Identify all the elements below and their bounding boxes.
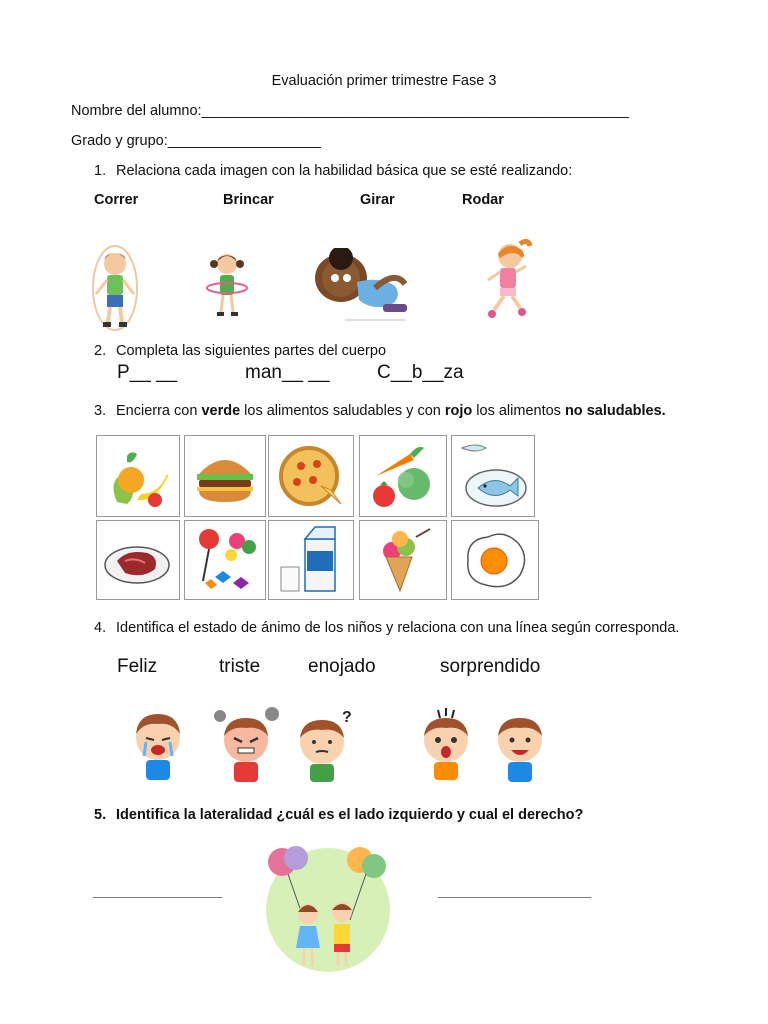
jump-rope-boy-image [88, 240, 143, 332]
svg-text:?: ? [342, 709, 352, 726]
question-number: 3. [94, 403, 107, 419]
question-5 [94, 807, 583, 823]
hula-hoop-girl-image [205, 250, 249, 322]
crying-boy-image [130, 710, 186, 786]
angry-boy-image [210, 706, 282, 786]
question-text: Identifica el estado de ánimo de los niños y relaciona con una línea según corresponda. [116, 620, 680, 636]
question-text-part: los alimentos [472, 403, 565, 419]
food-milk[interactable] [268, 520, 354, 600]
red-keyword: rojo [444, 403, 473, 419]
question-text: Identifica la lateralidad ¿cuál es el lado izquierdo y cual el derecho? [116, 807, 584, 823]
surprised-boy-image [420, 704, 472, 784]
grade-row [71, 133, 321, 149]
mood-feliz: Feliz [117, 656, 158, 677]
question-4 [94, 620, 679, 636]
page-title: Evaluación primer trimestre Fase 3 [271, 73, 497, 89]
food-candies[interactable] [184, 520, 266, 600]
skill-brincar: Brincar [223, 192, 274, 208]
question-text-part: los alimentos saludables y con [240, 403, 445, 419]
question-number: 1. [94, 163, 107, 179]
mood-sorprendido: sorprendido [440, 656, 541, 677]
student-name-row [71, 103, 629, 119]
running-girl-image [474, 236, 536, 320]
skill-girar: Girar [360, 192, 395, 208]
question-3 [94, 403, 666, 419]
food-fruits[interactable] [96, 435, 180, 517]
mood-enojado: enojado [308, 656, 376, 677]
food-meat[interactable] [96, 520, 180, 600]
body-part-word-3: C__b__za [377, 362, 464, 383]
unhealthy-keyword: no saludables. [564, 403, 666, 419]
question-2 [94, 343, 386, 359]
mood-triste: triste [219, 656, 261, 677]
happy-boy-image [494, 710, 546, 786]
food-fish[interactable] [451, 435, 535, 517]
skill-correr: Correr [94, 192, 139, 208]
student-name-label: Nombre del alumno: [71, 103, 202, 119]
food-hamburger[interactable] [184, 435, 266, 517]
question-text: Completa las siguientes partes del cuerpo [116, 343, 387, 359]
right-answer-line[interactable]: ___________________ [438, 884, 592, 900]
food-vegetables[interactable] [359, 435, 447, 517]
question-text-part: Encierra con [116, 403, 202, 419]
body-part-word-2: man__ __ [245, 362, 330, 383]
skill-rodar: Rodar [462, 192, 504, 208]
left-answer-line[interactable]: ________________ [93, 884, 223, 900]
student-name-line[interactable]: _____________________________________________________ [201, 103, 629, 119]
confused-boy-image [294, 706, 356, 786]
green-keyword: verde [201, 403, 241, 419]
children-with-balloons-image [262, 840, 394, 982]
question-1 [94, 163, 572, 179]
grade-line[interactable]: ___________________ [167, 133, 321, 149]
question-text: Relaciona cada imagen con la habilidad básica que se esté realizando: [116, 163, 573, 179]
rolling-boy-image [305, 248, 415, 326]
question-number: 5. [94, 807, 107, 823]
grade-label: Grado y grupo: [71, 133, 168, 149]
food-pizza[interactable] [268, 435, 354, 517]
food-fried-egg[interactable] [451, 520, 539, 600]
question-number: 2. [94, 343, 107, 359]
question-number: 4. [94, 620, 107, 636]
food-ice-cream[interactable] [359, 520, 447, 600]
body-part-word-1: P__ __ [117, 362, 178, 383]
